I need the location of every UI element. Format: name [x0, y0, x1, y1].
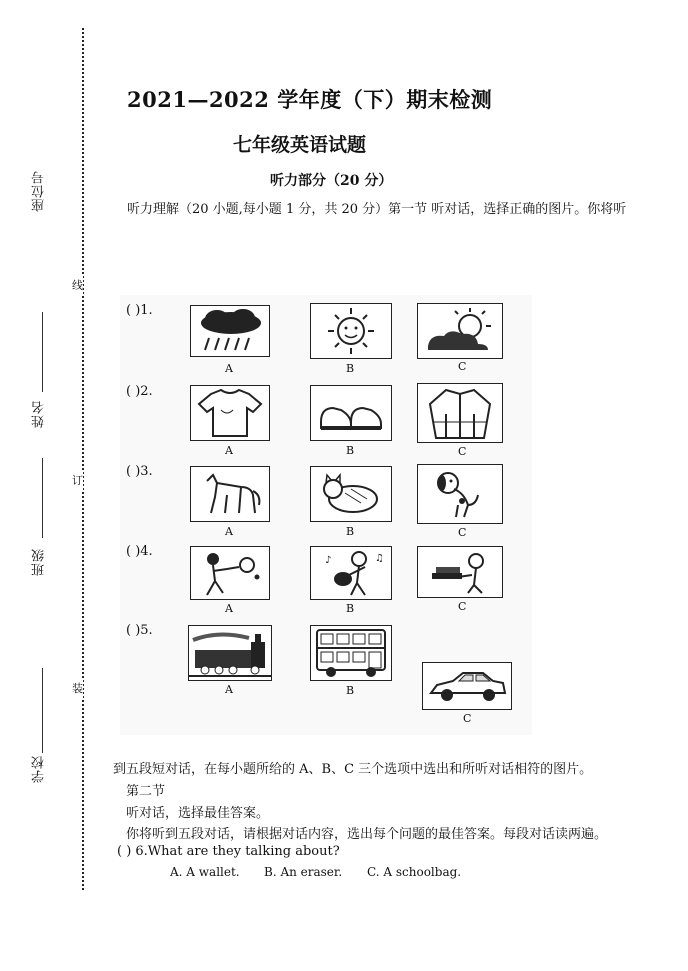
listening-intro: 听力理解（20 小题,每小题 1 分，共 20 分）第一节 听对话，选择正确的图片。你将听 [127, 202, 627, 217]
exam-title: 2021—2022 学年度（下）期末检测 [127, 87, 493, 112]
sun-icon [310, 303, 392, 359]
part-two-instruction-2: 你将听到五段对话，请根据对话内容，选出每个问题的最佳答案。每段对话读两遍。 [126, 827, 608, 842]
option-label-b: B [346, 525, 355, 538]
option-label-b: B [346, 684, 355, 697]
tennis-player-icon [190, 546, 270, 600]
option-label-c: C [458, 526, 467, 539]
question-6-option-c: C. A schoolbag. [367, 865, 462, 879]
car-icon [422, 662, 512, 710]
jacket-icon [417, 383, 503, 443]
train-icon [188, 625, 272, 681]
class-blank-line [42, 458, 43, 538]
question-4-number: ( )4. [126, 544, 153, 559]
guitar-player-icon [310, 546, 392, 600]
rain-cloud-icon [190, 305, 270, 357]
part-two-title: 第二节 [126, 784, 166, 799]
tshirt-icon [190, 385, 270, 441]
option-label-b: B [346, 362, 355, 375]
binding-dotted-line [82, 28, 84, 890]
svg-text:♪: ♪ [325, 555, 332, 566]
name-label: 姓名 [32, 400, 47, 428]
option-label-a: A [225, 602, 233, 615]
reading-boy-icon [417, 546, 503, 598]
option-label-c: C [458, 600, 467, 613]
partly-cloudy-icon [417, 303, 503, 359]
dog-icon [417, 464, 503, 524]
option-label-b: B [346, 602, 355, 615]
option-label-b: B [346, 444, 355, 457]
question-6-option-b: B. An eraser. [264, 865, 343, 879]
option-label-c: C [458, 360, 467, 373]
part-two-instruction-1: 听对话，选择最佳答案。 [126, 806, 270, 821]
horse-icon [190, 466, 270, 522]
question-1-number: ( )1. [126, 303, 153, 318]
exam-subtitle: 七年级英语试题 [233, 134, 367, 156]
question-2-number: ( )2. [126, 384, 153, 399]
instruction-continue: 到五段短对话，在每小题所给的 A、B、C 三个选项中选出和所听对话相符的图片。 [113, 762, 593, 777]
school-blank-line [42, 668, 43, 753]
class-label: 班级 [32, 548, 47, 576]
option-label-a: A [225, 444, 233, 457]
option-label-c: C [463, 712, 472, 725]
option-label-a: A [225, 525, 233, 538]
binding-char-zhuang: 装 [72, 678, 83, 698]
cat-icon [310, 466, 392, 522]
option-label-c: C [458, 445, 467, 458]
question-6-option-a: A. A wallet. [170, 865, 240, 879]
listening-section-title: 听力部分（20 分） [270, 173, 393, 189]
question-5-number: ( )5. [126, 623, 153, 638]
name-blank-line [42, 312, 43, 392]
binding-char-ding: 订 [72, 470, 83, 490]
option-label-a: A [225, 683, 233, 696]
bus-icon [310, 625, 392, 681]
svg-text:♫: ♫ [375, 553, 384, 564]
shoes-icon [310, 385, 392, 441]
seat-number-label: 座位号 [32, 170, 47, 212]
question-3-number: ( )3. [126, 464, 153, 479]
school-label: 学校 [32, 755, 47, 783]
question-6: ( ) 6.What are they talking about? [117, 844, 340, 859]
binding-char-xian: 线 [72, 275, 83, 295]
option-label-a: A [225, 362, 233, 375]
